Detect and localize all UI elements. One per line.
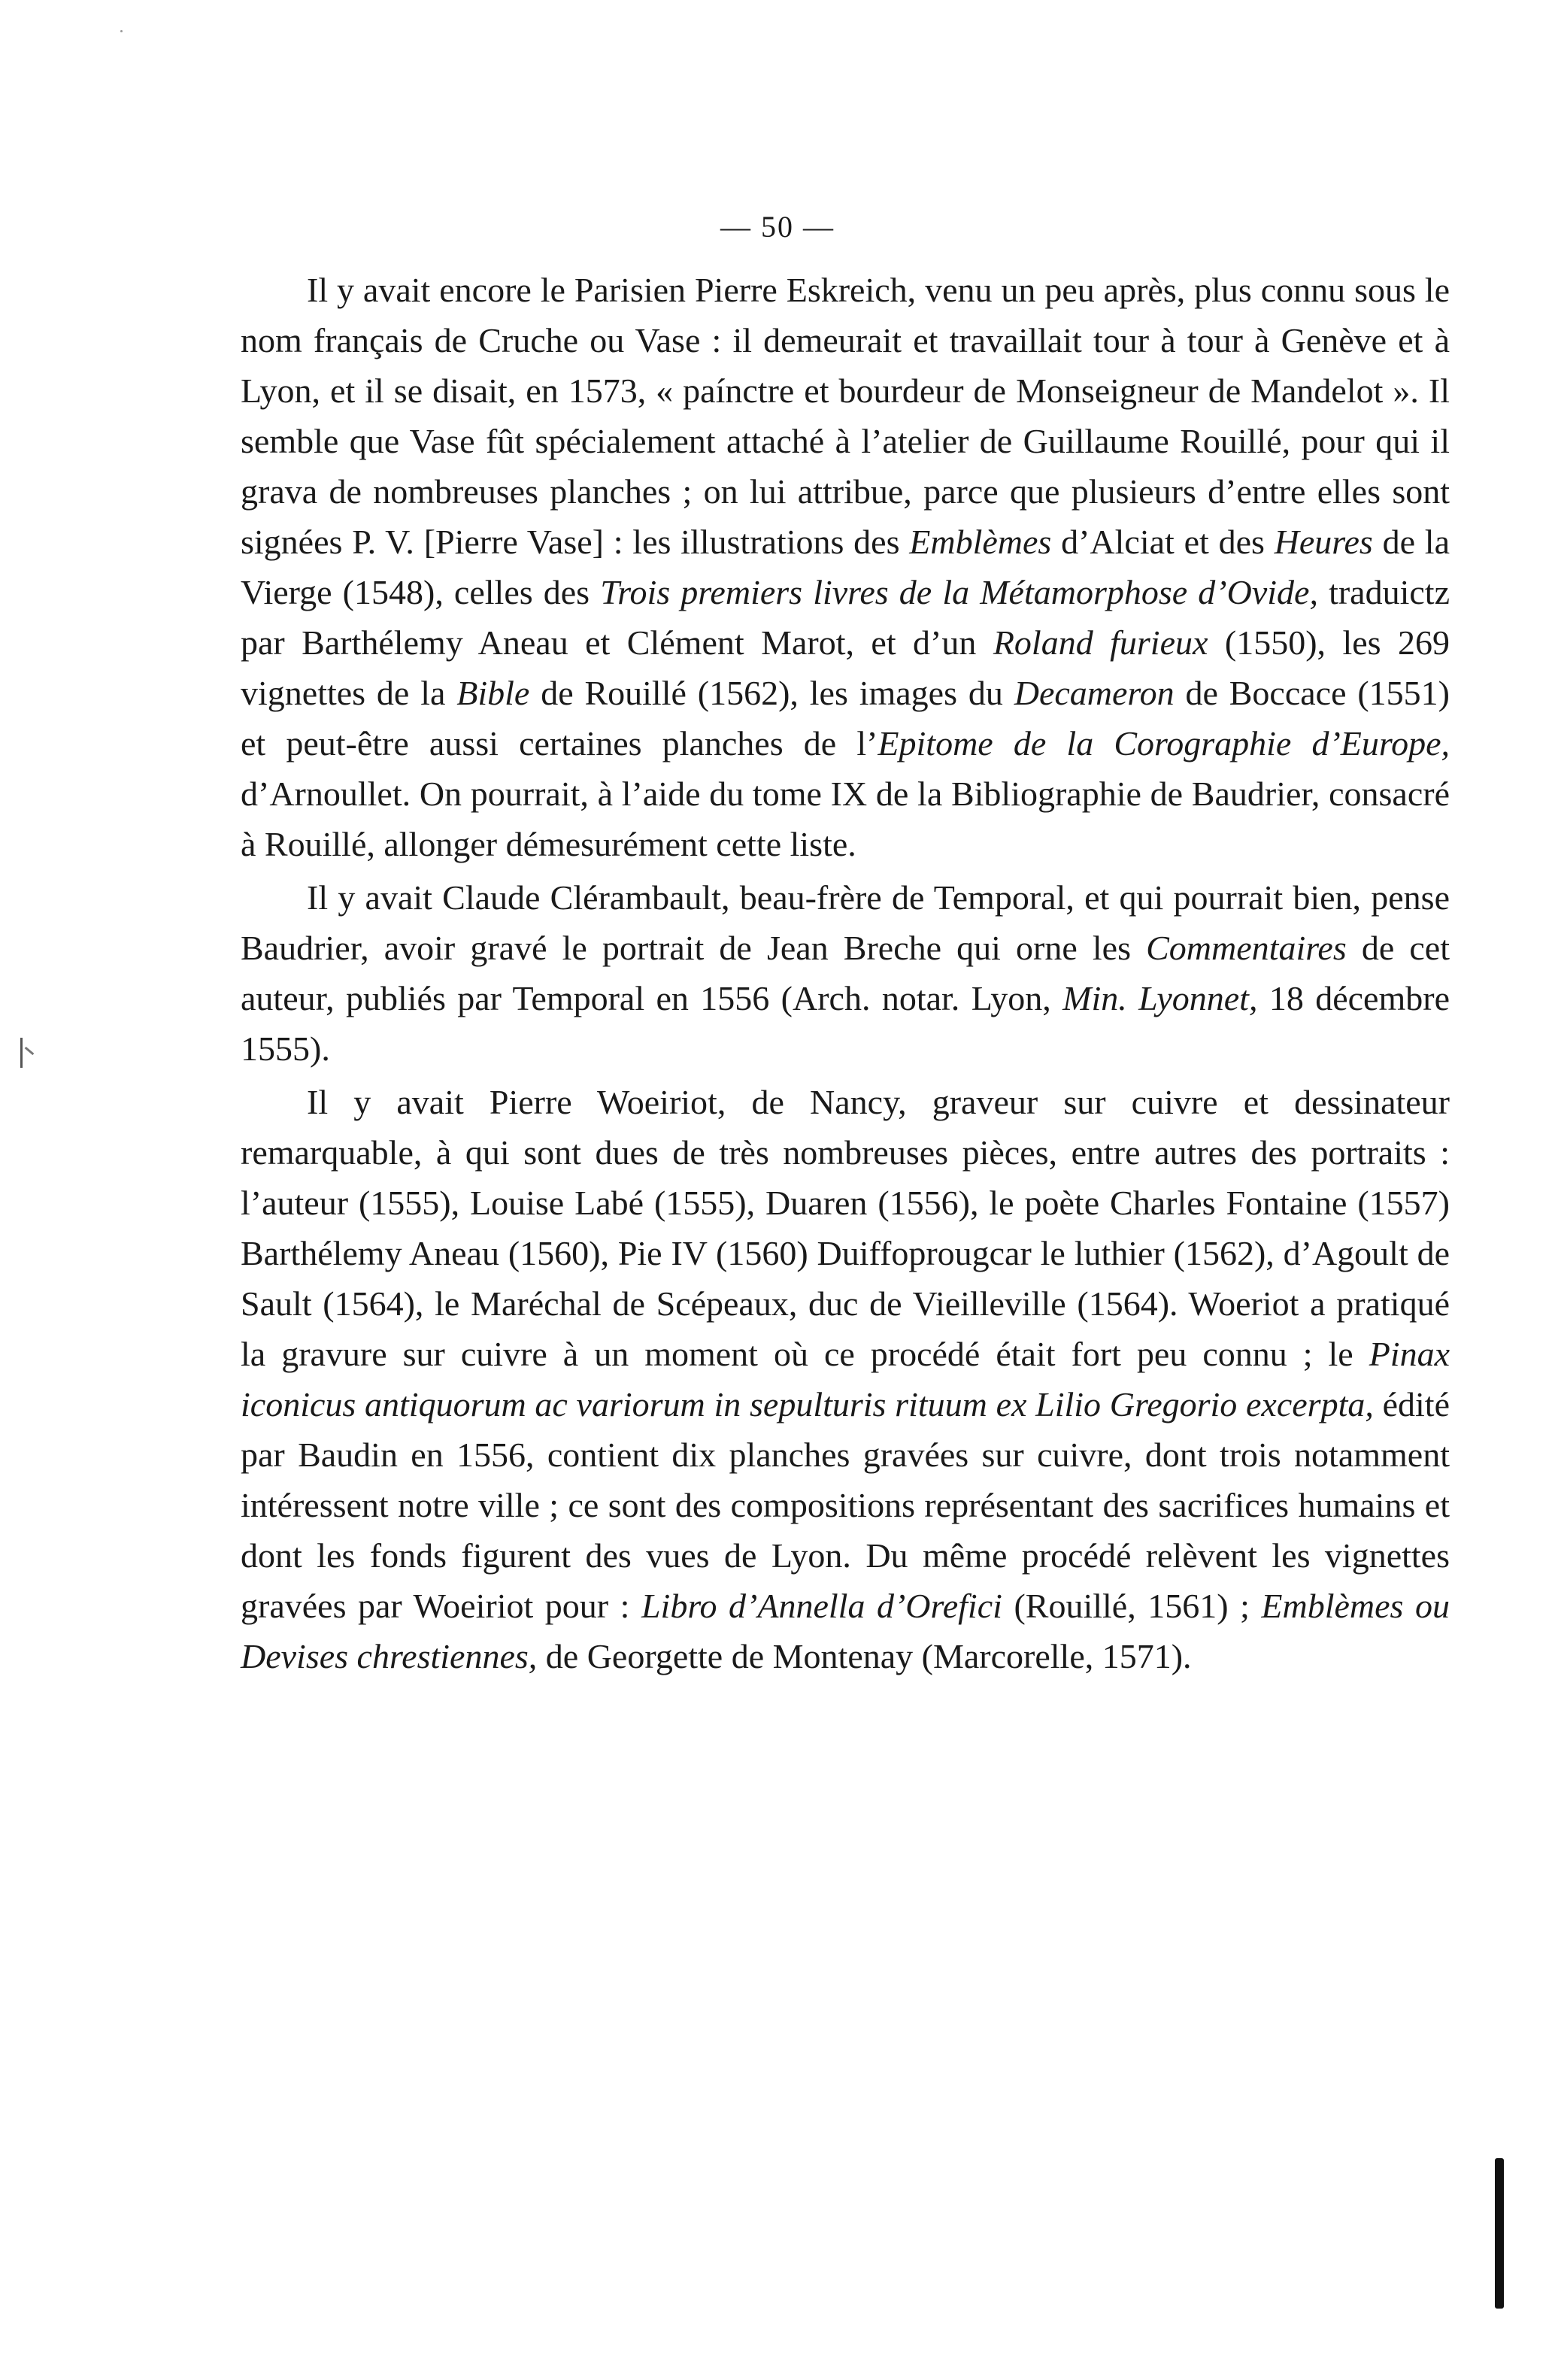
italic-title-run: Min. Lyonnet, [1062,979,1258,1017]
page-number: — 50 — [720,210,835,244]
italic-title-run: Epitome de la Corographie d’Europe, [878,724,1450,763]
text-run: Il y avait encore le Parisien Pierre Eskreich, venu un peu après, plus connu sous le nom français de Cruche ou Vase : il demeurait et travaillait tour à tour à Genève et à Lyon, et il se disait, en 1573, « paínctre et bourdeur de Monseigneur de Mandelot ». Il semble que Vase fût spécialement attaché à l’atelier de Guillaume Rouillé, pour qui il grava de nombreuses planches ; on lui attribue, parce que plusieurs d’entre elles sont signées P. V. [Pierre Vase] : les illustrations des [241,271,1450,561]
text-run: Il y avait Pierre Woeiriot, de Nancy, graveur sur cuivre et dessinateur remarquable, à qui sont dues de très nombreuses pièces, entre autres des portraits : l’auteur (1555), Louise Labé (1555), Duaren (1556), le poète Charles Fontaine (1557) Barthélemy Aneau (1560), Pie IV (1560) Duiffoprougcar le luthier (1562), d’Agoult de Sault (1564), le Maréchal de Scépeaux, duc de Vieilleville (1564). Woeriot a pratiqué la gravure sur cuivre à un moment où ce procédé était fort peu connu ; le [241,1083,1450,1373]
text-run: de Georgette de Montenay (Marcorelle, 1571). [537,1637,1192,1675]
paper-speck [120,30,123,32]
text-run: de cet auteur, publiés par Temporal en 1556 (Arch. notar. Lyon, [241,929,1450,1017]
italic-title-run: Emblèmes [909,523,1052,561]
italic-title-run: Commentaires [1146,929,1347,967]
italic-title-run: Pinax iconicus antiquorum ac variorum in sepulturis rituum ex Lilio Gregorio excerpta, [241,1335,1450,1423]
text-run: d’Arnoullet. On pourrait, à l’aide du tome IX de la Bibliographie de Baudrier, consacré à Rouillé, allonger démesurément cette liste. [241,775,1450,863]
italic-title-run: Libro d’Annella d’Orefici [641,1587,1002,1625]
text-run: de la Vierge (1548), celles des [241,523,1450,611]
italic-title-run: Bible [456,674,530,712]
paragraph-eskreich [241,265,1450,869]
margin-mark-left [20,1038,23,1068]
text-run: (1550), les 269 vignettes de la [241,623,1450,712]
paragraph-woeiriot [241,1077,1450,1681]
margin-mark-right [1495,2158,1504,2309]
text-run: Il y avait Claude Clérambault, beau-frère de Temporal, et qui pourrait bien, pense Baudrier, avoir gravé le portrait de Jean Breche qui orne les [241,878,1450,967]
italic-title-run: Decameron [1014,674,1175,712]
text-run: d’Alciat et des [1051,523,1275,561]
text-run: de Rouillé (1562), les images du [529,674,1014,712]
paragraph-clerambault [241,872,1450,1074]
text-run: 18 décembre 1555). [241,979,1450,1068]
italic-title-run: Emblèmes ou Devises chrestiennes, [241,1587,1450,1675]
text-run: édité par Baudin en 1556, contient dix planches gravées sur cuivre, dont trois notamment intéressent notre ville ; ce sont des compositions représentant des sacrifices humains et dont les fonds figurent des vues de Lyon. Du même procédé relèvent les vignettes gravées par Woeiriot pour : [241,1385,1450,1625]
margin-mark-left-slash [25,1047,35,1055]
text-run: (Rouillé, 1561) ; [1002,1587,1262,1625]
italic-title-run: Trois premiers livres de la Métamorphose d’Ovide, [600,573,1318,611]
text-run: traduictz par Barthélemy Aneau et Clément Marot, et d’un [241,573,1450,662]
text-run: de Boccace (1551) et peut-être aussi certaines planches de l’ [241,674,1450,763]
italic-title-run: Roland furieux [993,623,1208,662]
body-text [241,265,1450,1684]
italic-title-run: Heures [1274,523,1373,561]
